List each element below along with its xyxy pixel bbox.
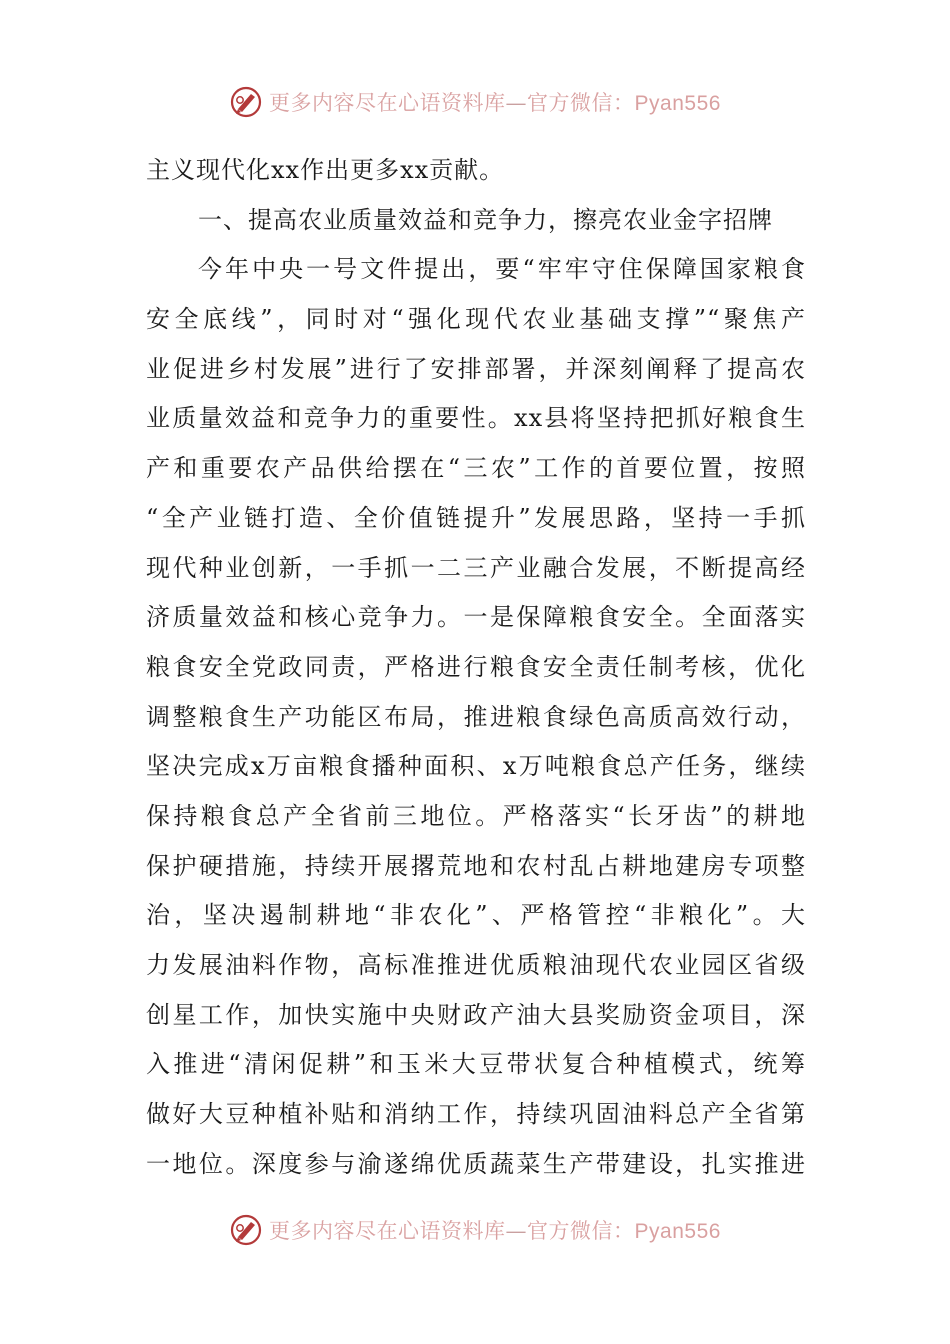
footer-site-text: 更多内容尽在心语资料库 [269,1219,506,1243]
footer-watermark-text [269,1215,721,1245]
section-heading: 一、提高农业质量效益和竞争力，擦亮农业金字招牌 [198,205,773,234]
footer-separator: — [505,1219,528,1243]
paragraph-line: 调整粮食生产功能区布局，推进粮食绿色高质高效行动， [146,702,806,731]
footer-watermark-banner [0,1210,950,1250]
header-separator: — [505,91,528,115]
paragraph-line: 现代种业创新，一手抓一二三产业融合发展，不断提高经 [146,553,806,582]
paragraph-line: “全产业链打造、全价值链提升”发展思路，坚持一手抓 [146,503,806,532]
header-wechat-label: 官方微信： [527,91,635,115]
pen-logo-icon [229,1213,263,1247]
paragraph-line: 入推进“清闲促耕”和玉米大豆带状复合种植模式，统筹 [146,1050,806,1079]
header-watermark-banner [0,82,950,122]
paragraph-line: 一地位。深度参与渝遂绵优质蔬菜生产带建设，扎实推进 [146,1149,806,1178]
paragraph-line: 今年中央一号文件提出，要“牢牢守住保障国家粮食 [198,255,806,284]
header-site-text: 更多内容尽在心语资料库 [269,91,506,115]
paragraph-line: 主义现代化xx作出更多xx贡献。 [146,156,505,184]
paragraph-line: 济质量效益和核心竞争力。一是保障粮食安全。全面落实 [146,603,806,632]
pen-logo-icon [229,85,263,119]
paragraph-line: 粮食安全党政同责，严格进行粮食安全责任制考核，优化 [146,652,806,681]
header-wechat-id: Pyan556 [634,92,721,115]
footer-wechat-label: 官方微信： [527,1219,635,1243]
paragraph-line: 安全底线”，同时对“强化现代农业基础支撑”“聚焦产 [146,305,806,334]
paragraph-line: 保护硬措施，持续开展撂荒地和农村乱占耕地建房专项整 [146,851,806,880]
footer-wechat-id: Pyan556 [634,1220,721,1243]
paragraph-line: 创星工作，加快实施中央财政产油大县奖励资金项目，深 [146,1000,806,1029]
paragraph-line: 产和重要农产品供给摆在“三农”工作的首要位置，按照 [146,454,806,483]
paragraph-line: 治，坚决遏制耕地“非农化”、严格管控“非粮化”。大 [146,901,806,930]
header-watermark-text [269,87,721,117]
paragraph-line: 业质量效益和竞争力的重要性。xx县将坚持把抓好粮食生 [146,404,806,433]
paragraph-line: 业促进乡村发展”进行了安排部署，并深刻阐释了提高农 [146,354,806,383]
paragraph-line: 力发展油料作物，高标准推进优质粮油现代农业园区省级 [146,951,806,979]
paragraph-line: 保持粮食总产全省前三地位。严格落实“长牙齿”的耕地 [146,801,806,830]
document-body [146,146,806,1189]
paragraph-line: 做好大豆种植补贴和消纳工作，持续巩固油料总产全省第 [146,1100,806,1129]
paragraph-line: 坚决完成x万亩粮食播种面积、x万吨粮食总产任务，继续 [146,752,806,781]
